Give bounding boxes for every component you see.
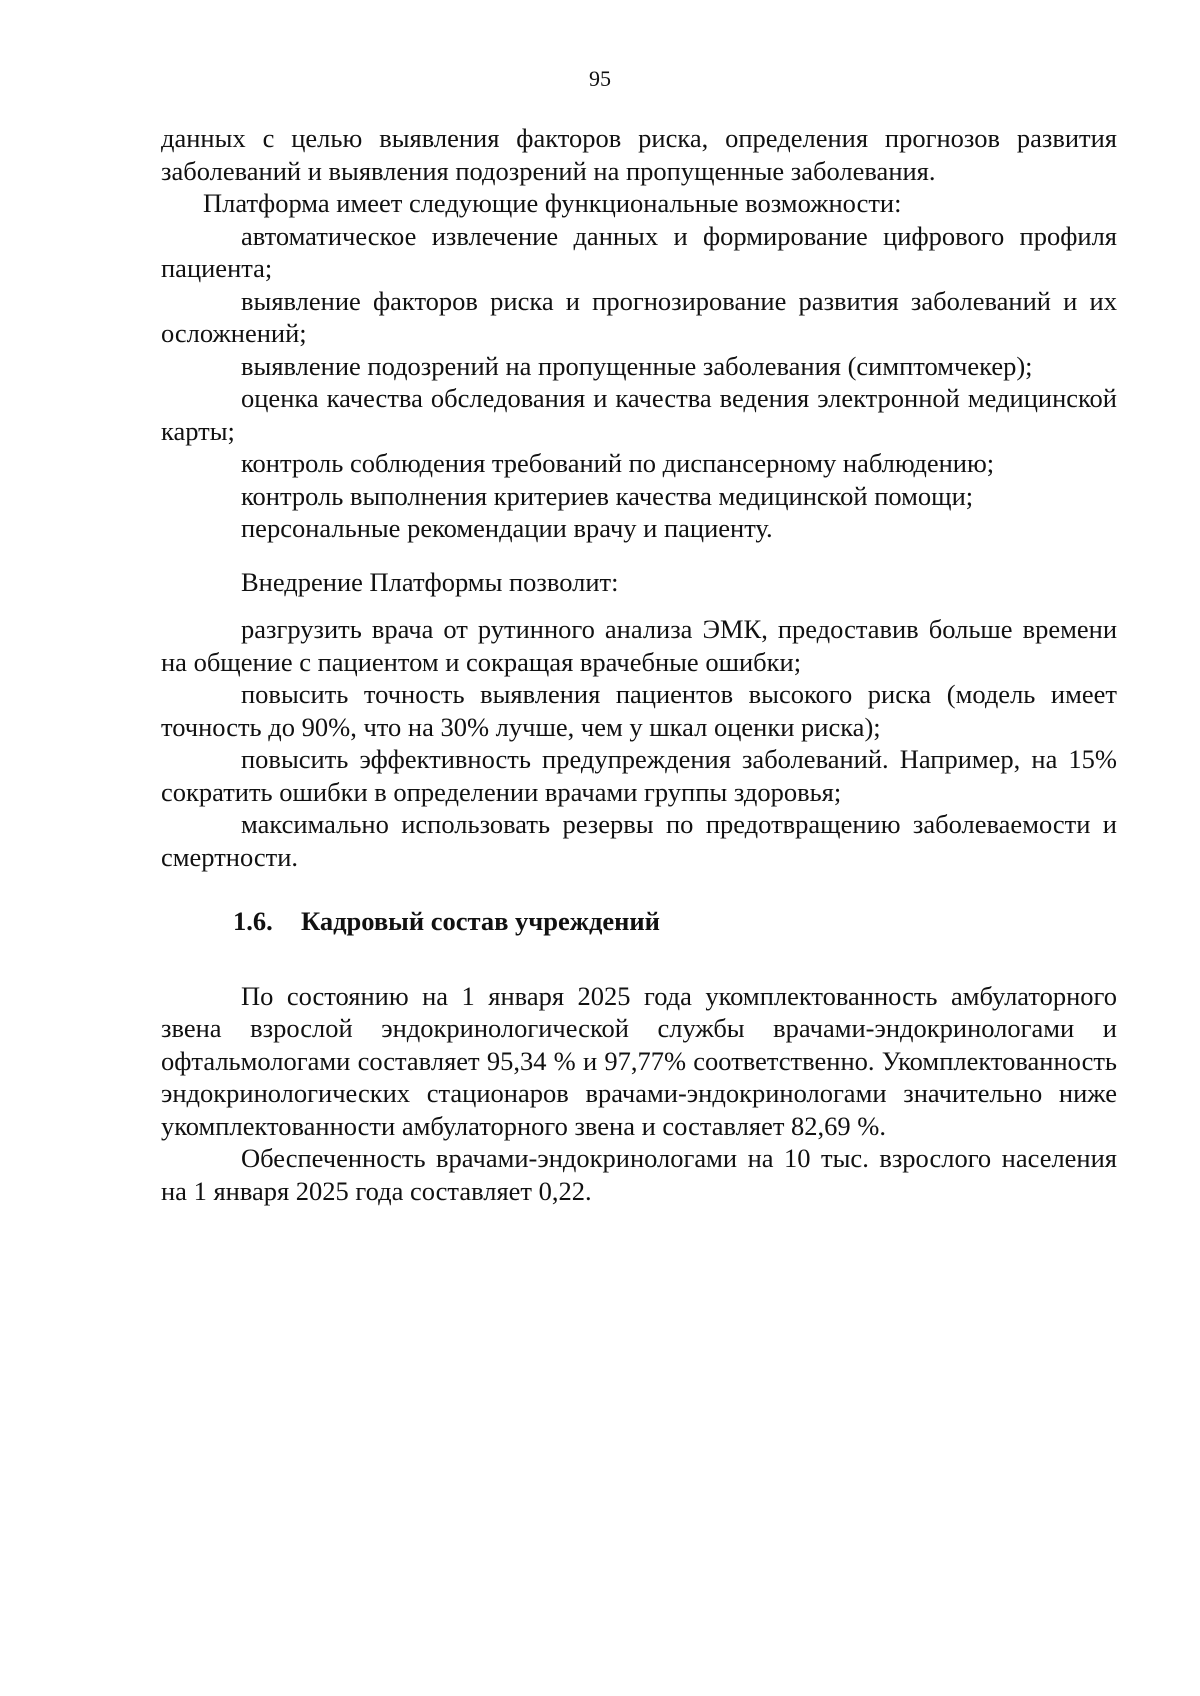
page-number: 95 (589, 66, 611, 91)
benefit-item: разгрузить врача от рутинного анализа ЭМК, предоставив больше времени на общение с пациентом и сокращая врачебные ошибки; (161, 614, 1117, 677)
feature-item: персональные рекомендации врачу и пациенту. (241, 513, 773, 543)
feature-item: выявление подозрений на пропущенные заболевания (симптомчекер); (241, 350, 1033, 381)
feature-item: выявление факторов риска и прогнозирование развития заболеваний и их осложнений; (161, 285, 1117, 348)
spacer (161, 545, 1117, 566)
intro-continuation: данных с целью выявления факторов риска, определения прогнозов развития заболеваний и выявления подозрений на пропущенные заболевания. (161, 123, 1117, 186)
section-number: 1.6. (233, 906, 273, 936)
benefits-lead: Внедрение Платформы позволит: (241, 566, 619, 597)
features-lead: Платформа имеет следующие функциональные возможности: (203, 188, 902, 218)
benefit-item: повысить точность выявления пациентов высокого риска (модель имеет точность до 90%, что на 30% лучше, чем у шкал оценки риска); (161, 679, 1117, 742)
section-paragraph: По состоянию на 1 января 2025 года укомплектованность амбулаторного звена взрослой эндокринологической службы врачами-эндокринологами и офтальмологами составляет 95,34 % и 97,77% соответственно. Укомплектованность эндокринологических стационаров врачами-эндокринологами значительно ниже укомплектованности амбулаторного звена и составляет 82,69 %. (161, 980, 1117, 1141)
feature-item: оценка качества обследования и качества ведения электронной медицинской карты; (161, 383, 1117, 446)
feature-item: контроль соблюдения требований по диспансерному наблюдению; (241, 448, 995, 478)
benefit-item: максимально использовать резервы по предотвращению заболеваемости и смертности. (161, 809, 1117, 872)
feature-item: контроль выполнения критериев качества медицинской помощи; (241, 480, 974, 511)
section-heading (161, 905, 1117, 938)
benefit-item: повысить эффективность предупреждения заболеваний. Например, на 15% сократить ошибки в определении врачами группы здоровья; (161, 744, 1117, 807)
spacer (161, 873, 1117, 905)
spacer (161, 598, 1117, 613)
section-paragraph: Обеспеченность врачами-эндокринологами на 10 тыс. взрослого населения на 1 января 2025 года составляет 0,22. (161, 1143, 1117, 1206)
spacer (161, 938, 1117, 980)
section-title: Кадровый состав учреждений (301, 906, 660, 936)
feature-item: автоматическое извлечение данных и формирование цифрового профиля пациента; (161, 220, 1117, 283)
page-content (161, 122, 1117, 1207)
